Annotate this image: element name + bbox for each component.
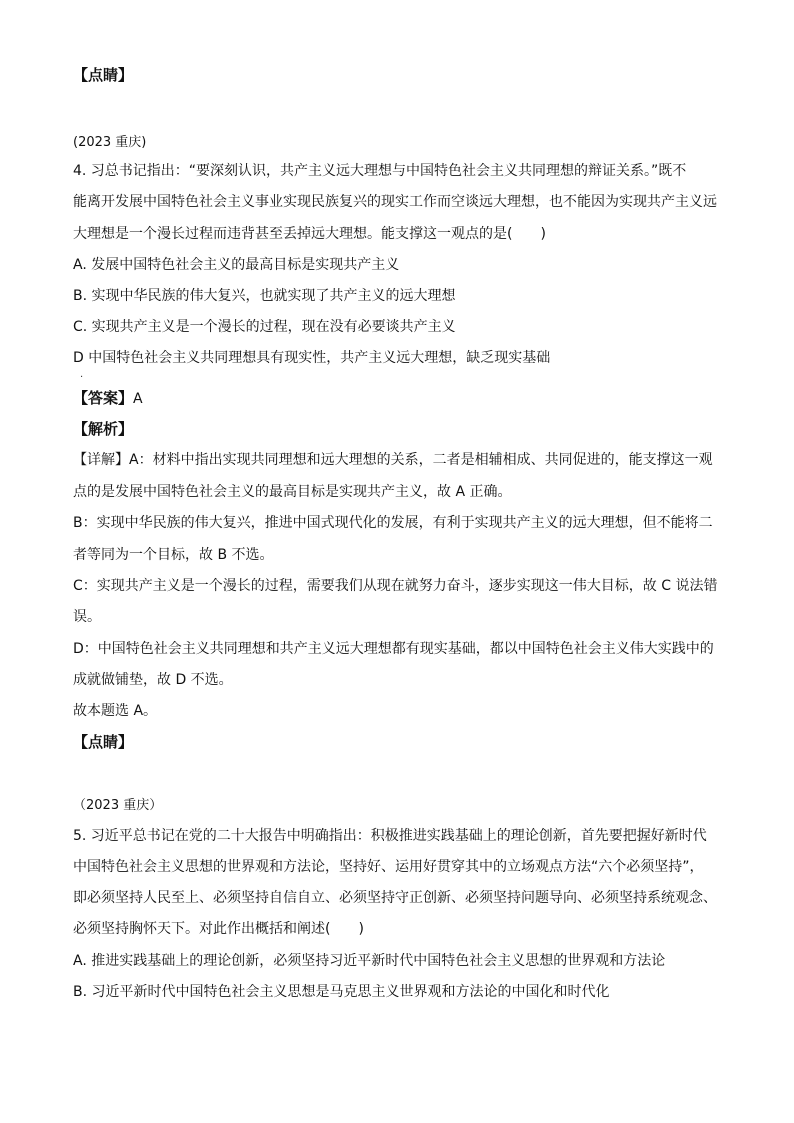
option-c: C. 实现共产主义是一个漫长的过程，现在没有必要谈共产主义 bbox=[73, 319, 456, 335]
analysis-heading: 【解析】 bbox=[73, 420, 134, 438]
dianjing-heading: 【点睛】 bbox=[73, 66, 134, 84]
stray-dot: . bbox=[80, 369, 84, 380]
question-stem-line: 中国特色社会主义思想的世界观和方法论，坚持好、运用好贯穿其中的立场观点方法“六个必须坚持”， bbox=[73, 859, 704, 875]
question-stem-line: 即必须坚持人民至上、必须坚持自信自立、必须坚持守正创新、必须坚持问题导向、必须坚持系统观念、 bbox=[73, 890, 717, 906]
question-source: (2023 重庆) bbox=[73, 135, 147, 150]
option-b: B. 实现中华民族的伟大复兴，也就实现了共产主义的远大理想 bbox=[73, 288, 456, 304]
question-stem-line: 4. 习总书记指出：“要深刻认识，共产主义远大理想与中国特色社会主义共同理想的辩证关系。”既不 bbox=[73, 163, 687, 179]
question-stem-line: 能离开发展中国特色社会主义事业实现民族复兴的现实工作而空谈远大理想，也不能因为实现共产主义远 bbox=[73, 194, 717, 210]
analysis-line: D：中国特色社会主义共同理想和共产主义远大理想都有现实基础，都以中国特色社会主义伟大实践中的 bbox=[73, 641, 714, 657]
answer-value: A bbox=[133, 391, 143, 407]
question-stem-line: 必须坚持胸怀天下。对此作出概括和阐述( ) bbox=[73, 921, 364, 937]
analysis-line: B：实现中华民族的伟大复兴，推进中国式现代化的发展，有利于实现共产主义的远大理想，但不能将二 bbox=[73, 515, 713, 531]
analysis-line: 【详解】A：材料中指出实现共同理想和远大理想的关系，二者是相辅相成、共同促进的，能支撑这一观 bbox=[73, 452, 713, 468]
option-d: D 中国特色社会主义共同理想具有现实性，共产主义远大理想，缺乏现实基础 bbox=[73, 350, 551, 366]
option-a: A. 推进实践基础上的理论创新，必须坚持习近平新时代中国特色社会主义思想的世界观和方法论 bbox=[73, 953, 666, 969]
dianjing-heading: 【点睛】 bbox=[73, 733, 134, 751]
analysis-line: C：实现共产主义是一个漫长的过程，需要我们从现在就努力奋斗，逐步实现这一伟大目标，故 C 说法错 bbox=[73, 578, 718, 594]
question-stem-line: 大理想是一个漫长过程而违背甚至丢掉远大理想。能支撑这一观点的是( ) bbox=[73, 226, 546, 242]
analysis-line: 点的是发展中国特色社会主义的最高目标是实现共产主义，故 A 正确。 bbox=[73, 484, 512, 500]
option-b: B. 习近平新时代中国特色社会主义思想是马克思主义世界观和方法论的中国化和时代化 bbox=[73, 984, 610, 1000]
analysis-line: 误。 bbox=[73, 609, 101, 625]
option-a: A. 发展中国特色社会主义的最高目标是实现共产主义 bbox=[73, 257, 400, 273]
analysis-line: 者等同为一个目标，故 B 不选。 bbox=[73, 547, 274, 563]
analysis-line: 成就做铺垫，故 D 不选。 bbox=[73, 672, 233, 688]
answer-line bbox=[73, 389, 734, 408]
question-source: （2023 重庆） bbox=[73, 798, 163, 813]
answer-label: 【答案】 bbox=[73, 389, 134, 407]
question-stem-line: 5. 习近平总书记在党的二十大报告中明确指出：积极推进实践基础上的理论创新，首先要把握好新时代 bbox=[73, 828, 707, 844]
analysis-line: 故本题选 A。 bbox=[73, 703, 158, 719]
